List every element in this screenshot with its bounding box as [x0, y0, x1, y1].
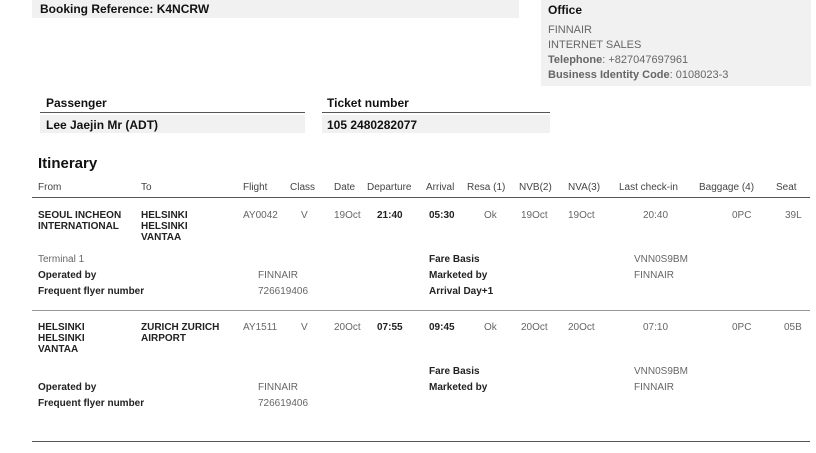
- segment-2-last-checkin: 07:10: [643, 322, 669, 333]
- segment-2-departure: 07:55: [377, 322, 403, 333]
- header-nvb-label: NVB: [519, 182, 540, 193]
- header-baggage-note: (4): [741, 182, 755, 193]
- segment-1-arrival-day: Arrival Day+1: [429, 286, 494, 297]
- segment-1-nva: 19Oct: [568, 210, 595, 221]
- booking-reference-value: K4NCRW: [156, 2, 210, 16]
- header-resa-label: Resa: [467, 182, 491, 193]
- segment-1-resa: Ok: [484, 210, 497, 221]
- header-nvb-note: (2): [539, 182, 552, 193]
- passenger-name: Lee Jaejin Mr (ADT): [46, 118, 159, 132]
- segment-1-marketed: FINNAIR: [634, 270, 674, 281]
- office-telephone: [548, 54, 688, 66]
- segment-2-date: 20Oct: [334, 322, 361, 333]
- segment-2-resa: Ok: [484, 322, 497, 333]
- segment-2-fare-basis-label: Fare Basis: [429, 366, 480, 377]
- booking-reference: [40, 2, 209, 16]
- header-nva: [568, 182, 600, 193]
- segment-1-ffn: 726619406: [258, 286, 309, 297]
- booking-reference-label: Booking Reference:: [40, 2, 154, 16]
- segment-1-fare-basis-label: Fare Basis: [429, 254, 480, 265]
- segment-2-class: V: [301, 322, 308, 333]
- segment-2-marketed-label: Marketed by: [429, 382, 488, 393]
- segment-1-flight: AY0042: [243, 210, 278, 221]
- header-departure: Departure: [367, 182, 412, 193]
- segment-2-to: ZURICH ZURICH AIRPORT: [141, 322, 220, 344]
- header-baggage: [699, 182, 754, 193]
- office-name: FINNAIR: [548, 24, 592, 36]
- header-from: From: [38, 182, 62, 193]
- segment-2-ffn: 726619406: [258, 398, 309, 409]
- segment-2-operated: FINNAIR: [258, 382, 298, 393]
- office-business-code: [548, 69, 728, 81]
- itinerary-title: Itinerary: [38, 155, 98, 172]
- passenger-label: Passenger: [46, 96, 107, 110]
- segment-1-arrival: 05:30: [429, 210, 455, 221]
- header-baggage-label: Baggage: [699, 182, 740, 193]
- segment-1-last-checkin: 20:40: [643, 210, 669, 221]
- office-dept: INTERNET SALES: [548, 39, 642, 51]
- segment-1-fare-basis: VNN0S9BM: [634, 254, 688, 265]
- segment-1-to: HELSINKI HELSINKI VANTAA: [141, 210, 188, 243]
- header-last-checkin: Last check-in: [619, 182, 678, 193]
- segment-2-operated-label: Operated by: [38, 382, 97, 393]
- header-nvb: [519, 182, 552, 193]
- header-nva-label: NVA: [568, 182, 588, 193]
- segment-1-from: SEOUL INCHEON INTERNATIONAL: [38, 210, 122, 232]
- segment-1-class: V: [301, 210, 308, 221]
- segment-1-ffn-label: Frequent flyer number: [38, 286, 145, 297]
- segment-2-ffn-label: Frequent flyer number: [38, 398, 145, 409]
- header-nva-note: (3): [587, 182, 601, 193]
- segment-1-baggage: 0PC: [732, 210, 752, 221]
- segment-1-nvb: 19Oct: [521, 210, 548, 221]
- office-telephone-label: Telephone: [548, 54, 603, 66]
- bottom-divider: [32, 441, 810, 442]
- header-seat: Seat: [776, 182, 797, 193]
- ticket-divider: [322, 112, 550, 113]
- segment-1-seat: 39L: [785, 210, 802, 221]
- segment-1-marketed-label: Marketed by: [429, 270, 488, 281]
- ticket-label: Ticket number: [327, 96, 409, 110]
- segment-2-flight: AY1511: [243, 322, 278, 333]
- segment-2-marketed: FINNAIR: [634, 382, 674, 393]
- segment-1-terminal: Terminal 1: [38, 254, 85, 265]
- office-telephone-value: : +827047697961: [602, 54, 689, 66]
- segment-1-operated-label: Operated by: [38, 270, 97, 281]
- segment-2-seat: 05B: [784, 322, 802, 333]
- segment-1-date: 19Oct: [334, 210, 361, 221]
- segment-2-baggage: 0PC: [732, 322, 752, 333]
- ticket-number: 105 2480282077: [327, 118, 418, 132]
- segment-2-nva: 20Oct: [568, 322, 595, 333]
- header-resa-note: (1): [493, 182, 506, 193]
- header-divider: [32, 197, 810, 198]
- segment-1-operated: FINNAIR: [258, 270, 298, 281]
- segment-divider: [32, 310, 810, 311]
- header-arrival: Arrival: [426, 182, 455, 193]
- segment-2-fare-basis: VNN0S9BM: [634, 366, 688, 377]
- header-resa: [467, 182, 505, 193]
- segment-2-arrival: 09:45: [429, 322, 455, 333]
- office-business-label: Business Identity Code: [548, 69, 670, 81]
- header-flight: Flight: [243, 182, 268, 193]
- header-class: Class: [290, 182, 316, 193]
- header-date: Date: [334, 182, 356, 193]
- passenger-divider: [40, 112, 305, 113]
- segment-2-from: HELSINKI HELSINKI VANTAA: [38, 322, 85, 355]
- segment-1-departure: 21:40: [377, 210, 403, 221]
- header-to: To: [141, 182, 152, 193]
- segment-2-nvb: 20Oct: [521, 322, 548, 333]
- office-business-value: : 0108023-3: [669, 69, 729, 81]
- office-title: Office: [548, 3, 583, 17]
